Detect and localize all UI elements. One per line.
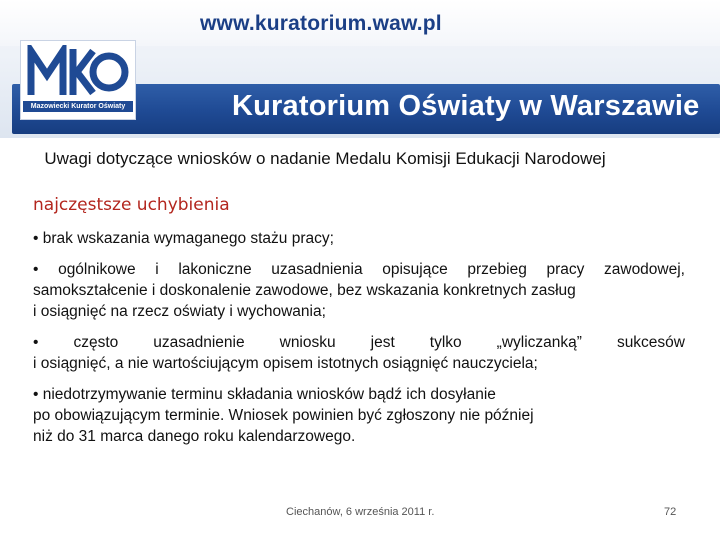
mko-logo — [20, 40, 136, 120]
slide-title-line-1: Uwagi dotyczące wniosków o nadanie Medalu Komisji — [44, 149, 451, 168]
bullet-line: i osiągnięć na rzecz oświaty i wychowania; — [33, 303, 326, 320]
bullet-item — [33, 228, 685, 249]
bullet-line: po obowiązującym terminie. Wniosek powinien być zgłoszony nie później — [33, 407, 534, 424]
bullet-line: • często uzasadnienie wniosku jest tylko „wyliczanką” sukcesów — [33, 334, 685, 351]
page-number: 72 — [664, 506, 677, 518]
bullet-line: • niedotrzymywanie terminu składania wniosków bądź ich dosyłanie — [33, 386, 496, 403]
organization-title: Kuratorium Oświaty w Warszawie — [232, 90, 700, 122]
bullet-item — [33, 384, 685, 447]
slide-title — [40, 148, 610, 170]
slide-footer — [0, 506, 720, 526]
bullet-line: samokształcenie i doskonalenie zawodowe, bez wskazania konkretnych zasług — [33, 282, 576, 299]
footer-place-date: Ciechanów, 6 września 2011 r. — [286, 506, 435, 518]
bullet-line: • brak wskazania wymaganego stażu pracy; — [33, 230, 334, 247]
mko-logo-icon — [27, 45, 129, 99]
site-url: www.kuratorium.waw.pl — [200, 12, 442, 35]
bullet-line: niż do 31 marca danego roku kalendarzowego. — [33, 428, 356, 445]
bullet-item — [33, 332, 685, 374]
bullet-line: • ogólnikowe i lakoniczne uzasadnienia opisujące przebieg pracy zawodowej, — [33, 261, 685, 278]
bullet-list — [33, 228, 685, 457]
bullet-line: i osiągnięć, a nie wartościującym opisem istotnych osiągnięć nauczyciela; — [33, 355, 538, 372]
header-banner — [0, 0, 720, 138]
logo-caption: Mazowiecki Kurator Oświaty — [23, 101, 133, 112]
slide-title-line-2: Edukacji Narodowej — [455, 149, 606, 168]
slide-subtitle: najczęstsze uchybienia — [33, 195, 230, 215]
bullet-item — [33, 259, 685, 322]
